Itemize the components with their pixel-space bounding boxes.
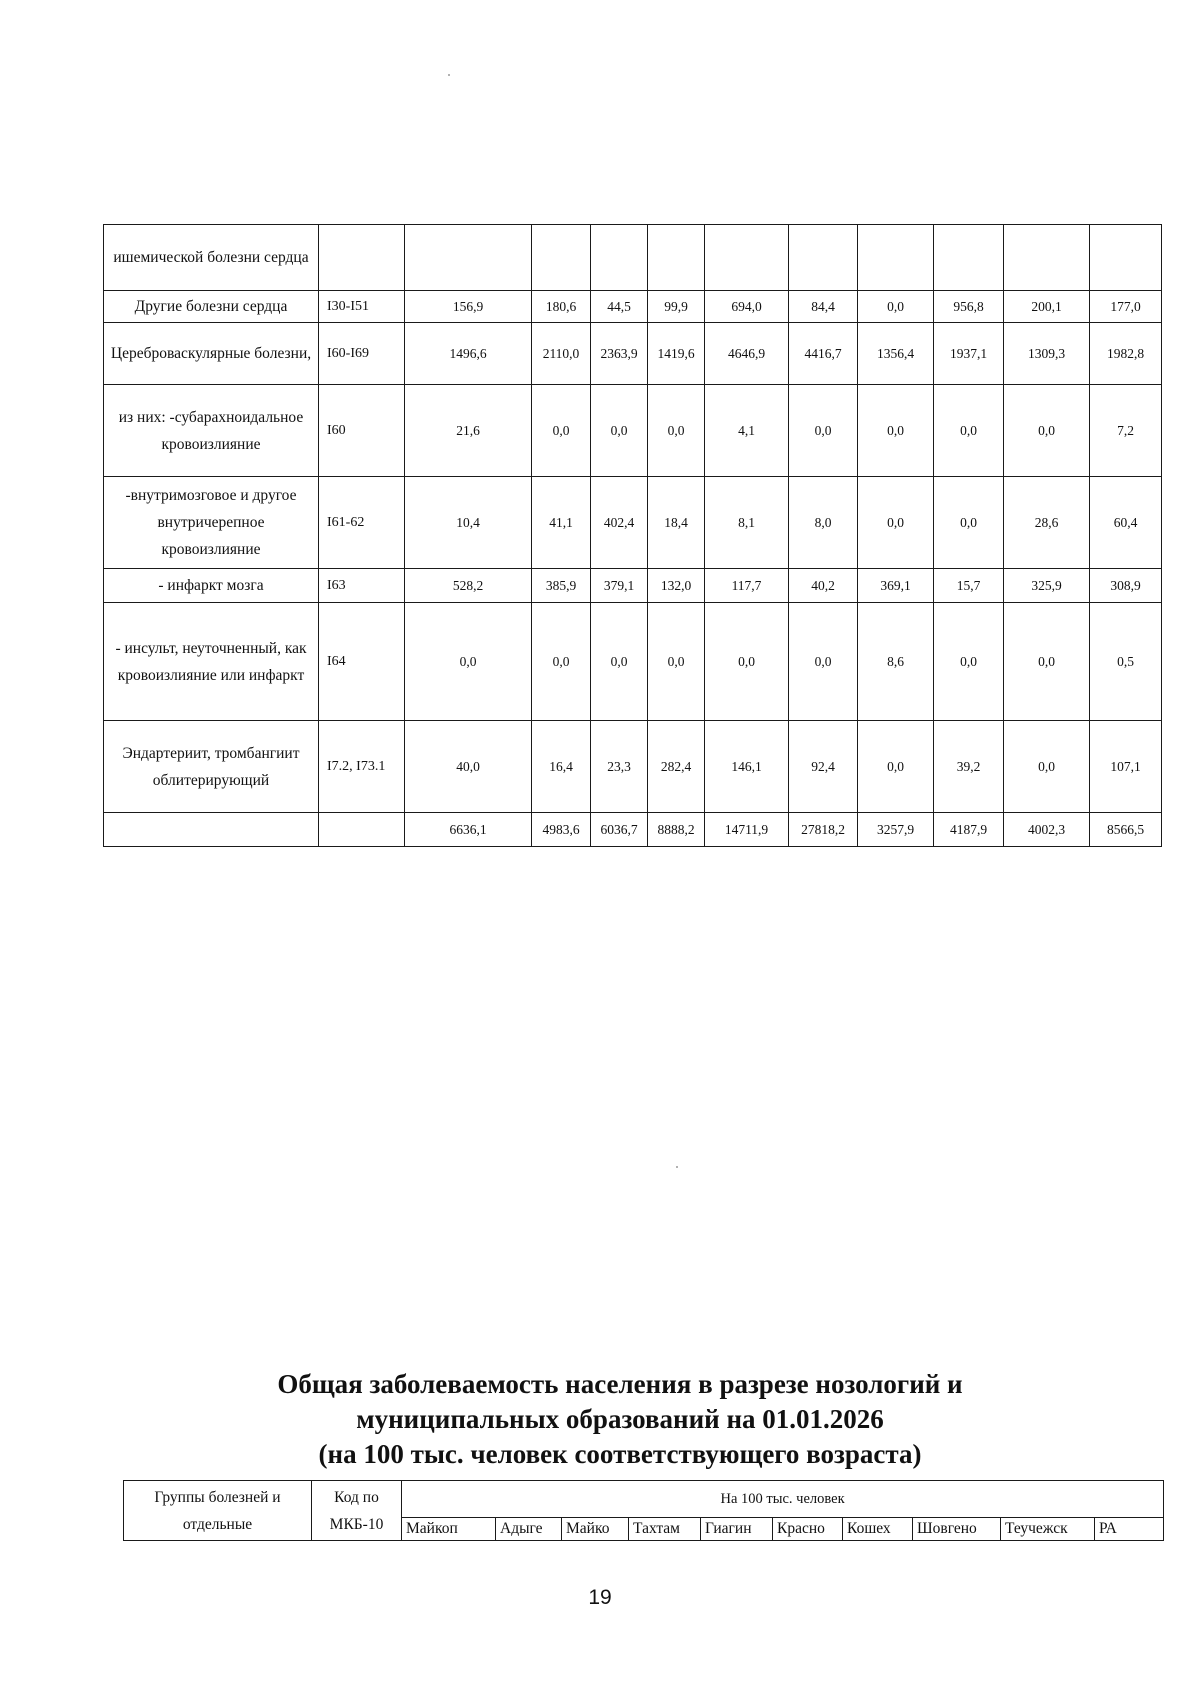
- rate-value-cell: 92,4: [789, 721, 858, 813]
- morbidity-table-continuation: [103, 224, 1162, 847]
- rate-value-cell: 282,4: [648, 721, 705, 813]
- icd-code-header-cell: Код по МКБ-10: [312, 1481, 402, 1541]
- rate-value-cell: 4187,9: [934, 813, 1004, 847]
- icd-code-cell: I60-I69: [319, 323, 405, 385]
- rate-value-cell: 528,2: [405, 569, 532, 603]
- icd-code-cell: I7.2, I73.1: [319, 721, 405, 813]
- rate-value-cell: 369,1: [858, 569, 934, 603]
- page-number: 19: [588, 1586, 612, 1609]
- rate-value-cell: 956,8: [934, 291, 1004, 323]
- section-title-line-1: Общая заболеваемость населения в разрезе нозологий и: [277, 1369, 963, 1399]
- rate-value-cell: 6036,7: [591, 813, 648, 847]
- rate-value-cell: 402,4: [591, 477, 648, 569]
- rate-value-cell: [1090, 225, 1162, 291]
- rate-value-cell: 6636,1: [405, 813, 532, 847]
- rate-value-cell: 4983,6: [532, 813, 591, 847]
- section-title-line-2: муниципальных образований на 01.01.2026: [356, 1404, 884, 1434]
- municipality-header-cell: Майко: [562, 1518, 629, 1541]
- rate-value-cell: 0,0: [705, 603, 789, 721]
- rate-value-cell: [532, 225, 591, 291]
- rate-value-cell: 0,0: [648, 603, 705, 721]
- icd-code-cell: I64: [319, 603, 405, 721]
- rate-value-cell: 7,2: [1090, 385, 1162, 477]
- rate-value-cell: 0,0: [532, 603, 591, 721]
- rate-value-cell: [705, 225, 789, 291]
- rate-value-cell: [1004, 225, 1090, 291]
- rate-value-cell: 0,0: [789, 603, 858, 721]
- rate-value-cell: 117,7: [705, 569, 789, 603]
- rate-value-cell: 694,0: [705, 291, 789, 323]
- rate-value-cell: 16,4: [532, 721, 591, 813]
- disease-name-cell: ишемической болезни сердца: [104, 225, 319, 291]
- rate-value-cell: 1356,4: [858, 323, 934, 385]
- municipality-header-cell: Майкоп: [402, 1518, 496, 1541]
- rate-value-cell: 385,9: [532, 569, 591, 603]
- rate-value-cell: 0,0: [1004, 721, 1090, 813]
- rate-value-cell: 8,0: [789, 477, 858, 569]
- rate-value-cell: [591, 225, 648, 291]
- rate-value-cell: 28,6: [1004, 477, 1090, 569]
- rate-value-cell: [405, 225, 532, 291]
- table-row: [104, 225, 1162, 291]
- rate-value-cell: [934, 225, 1004, 291]
- rate-value-cell: 8,1: [705, 477, 789, 569]
- per-100k-header-cell: На 100 тыс. человек: [402, 1481, 1164, 1518]
- rate-value-cell: 0,0: [934, 385, 1004, 477]
- rate-value-cell: 18,4: [648, 477, 705, 569]
- rate-value-cell: 0,0: [591, 385, 648, 477]
- table-row: [104, 385, 1162, 477]
- rate-value-cell: 4,1: [705, 385, 789, 477]
- rate-value-cell: 44,5: [591, 291, 648, 323]
- scan-speck: [448, 74, 450, 76]
- rate-value-cell: 0,0: [532, 385, 591, 477]
- groups-header-cell: Группы болезней и отдельные: [124, 1481, 312, 1541]
- disease-name-cell: - инфаркт мозга: [104, 569, 319, 603]
- section-title-line-3: (на 100 тыс. человек соответствующего возраста): [318, 1439, 922, 1469]
- icd-code-cell: I60: [319, 385, 405, 477]
- rate-value-cell: 14711,9: [705, 813, 789, 847]
- rate-value-cell: 107,1: [1090, 721, 1162, 813]
- disease-name-cell: - инсульт, неуточненный, как кровоизлияние или инфаркт: [104, 603, 319, 721]
- rate-value-cell: 2363,9: [591, 323, 648, 385]
- rate-value-cell: 156,9: [405, 291, 532, 323]
- rate-value-cell: 0,0: [1004, 603, 1090, 721]
- rate-value-cell: [789, 225, 858, 291]
- rate-value-cell: 0,0: [789, 385, 858, 477]
- rate-value-cell: 2110,0: [532, 323, 591, 385]
- rate-value-cell: 1496,6: [405, 323, 532, 385]
- rate-value-cell: 180,6: [532, 291, 591, 323]
- table-row: [104, 291, 1162, 323]
- table-row: [104, 569, 1162, 603]
- rate-value-cell: 4416,7: [789, 323, 858, 385]
- table-row: [104, 721, 1162, 813]
- municipality-header-cell: Адыге: [496, 1518, 562, 1541]
- municipality-header-cell: Кошех: [843, 1518, 913, 1541]
- icd-code-cell: I30-I51: [319, 291, 405, 323]
- disease-name-cell: Другие болезни сердца: [104, 291, 319, 323]
- disease-name-cell: -внутримозговое и другое внутричерепное кровоизлияние: [104, 477, 319, 569]
- municipality-header-cell: РА: [1095, 1518, 1164, 1541]
- table-row: [104, 813, 1162, 847]
- rate-value-cell: 60,4: [1090, 477, 1162, 569]
- municipality-header-cell: Тахтам: [629, 1518, 701, 1541]
- rate-value-cell: 0,0: [858, 477, 934, 569]
- table-row: [104, 603, 1162, 721]
- rate-value-cell: 1937,1: [934, 323, 1004, 385]
- rate-value-cell: 0,0: [858, 291, 934, 323]
- rate-value-cell: 0,0: [858, 385, 934, 477]
- rate-value-cell: 39,2: [934, 721, 1004, 813]
- rate-value-cell: 41,1: [532, 477, 591, 569]
- rate-value-cell: 8,6: [858, 603, 934, 721]
- rate-value-cell: 0,0: [934, 603, 1004, 721]
- municipality-header-cell: Красно: [773, 1518, 843, 1541]
- rate-value-cell: 177,0: [1090, 291, 1162, 323]
- rate-value-cell: 4646,9: [705, 323, 789, 385]
- icd-code-cell: I63: [319, 569, 405, 603]
- rate-value-cell: 4002,3: [1004, 813, 1090, 847]
- rate-value-cell: 40,2: [789, 569, 858, 603]
- rate-value-cell: 0,0: [591, 603, 648, 721]
- table-row: [104, 477, 1162, 569]
- rate-value-cell: 325,9: [1004, 569, 1090, 603]
- rate-value-cell: 0,0: [858, 721, 934, 813]
- rate-value-cell: 84,4: [789, 291, 858, 323]
- rate-value-cell: 3257,9: [858, 813, 934, 847]
- municipality-header-cell: Теучежск: [1001, 1518, 1095, 1541]
- disease-name-cell: из них: -субарахноидальное кровоизлияние: [104, 385, 319, 477]
- rate-value-cell: 40,0: [405, 721, 532, 813]
- rate-value-cell: 0,0: [1004, 385, 1090, 477]
- rate-value-cell: [858, 225, 934, 291]
- rate-value-cell: 308,9: [1090, 569, 1162, 603]
- rate-value-cell: 99,9: [648, 291, 705, 323]
- morbidity-table-header: [123, 1480, 1164, 1541]
- rate-value-cell: 0,0: [648, 385, 705, 477]
- rate-value-cell: 10,4: [405, 477, 532, 569]
- disease-name-cell: Эндартериит, тромбангиит облитерирующий: [104, 721, 319, 813]
- rate-value-cell: 132,0: [648, 569, 705, 603]
- icd-code-cell: I61-62: [319, 477, 405, 569]
- rate-value-cell: 1419,6: [648, 323, 705, 385]
- disease-name-cell: [104, 813, 319, 847]
- rate-value-cell: 23,3: [591, 721, 648, 813]
- icd-code-cell: [319, 813, 405, 847]
- rate-value-cell: 0,0: [405, 603, 532, 721]
- rate-value-cell: 21,6: [405, 385, 532, 477]
- rate-value-cell: 8566,5: [1090, 813, 1162, 847]
- rate-value-cell: 0,5: [1090, 603, 1162, 721]
- municipality-header-cell: Шовгено: [913, 1518, 1001, 1541]
- scan-speck: [676, 1166, 678, 1168]
- rate-value-cell: 27818,2: [789, 813, 858, 847]
- disease-name-cell: Цереброваскулярные болезни,: [104, 323, 319, 385]
- rate-value-cell: 15,7: [934, 569, 1004, 603]
- rate-value-cell: 146,1: [705, 721, 789, 813]
- rate-value-cell: 8888,2: [648, 813, 705, 847]
- table-row: [104, 323, 1162, 385]
- icd-code-cell: [319, 225, 405, 291]
- rate-value-cell: [648, 225, 705, 291]
- rate-value-cell: 1982,8: [1090, 323, 1162, 385]
- rate-value-cell: 0,0: [934, 477, 1004, 569]
- rate-value-cell: 1309,3: [1004, 323, 1090, 385]
- municipality-header-cell: Гиагин: [701, 1518, 773, 1541]
- rate-value-cell: 200,1: [1004, 291, 1090, 323]
- rate-value-cell: 379,1: [591, 569, 648, 603]
